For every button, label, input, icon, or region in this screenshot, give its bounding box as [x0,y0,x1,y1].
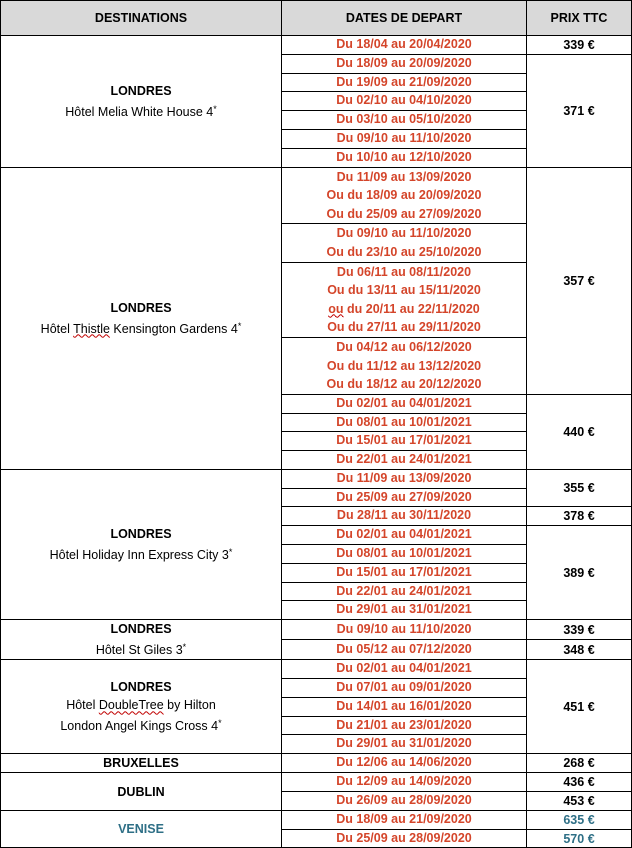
price-cell: 635 € [527,810,632,829]
date-cell: Du 25/09 au 28/09/2020 [282,829,527,848]
table-row [1,36,632,55]
destination-cell [1,167,282,469]
date-cell: Du 03/10 au 05/10/2020 [282,111,527,130]
price-cell: 440 € [527,394,632,469]
destination-city: LONDRES [110,527,172,542]
table-row [1,773,632,792]
price-cell: 339 € [527,36,632,55]
destination-cell [1,36,282,168]
date-cell: Du 26/09 au 28/09/2020 [282,792,527,811]
date-cell: Du 29/01 au 31/01/2020 [282,735,527,754]
table-row [1,167,632,224]
price-cell: 389 € [527,526,632,620]
date-cell: Du 15/01 au 17/01/2021 [282,432,527,451]
header-price: PRIX TTC [527,1,632,36]
date-cell: Du 10/10 au 12/10/2020 [282,148,527,167]
date-cell: Du 22/01 au 24/01/2021 [282,582,527,601]
price-cell: 570 € [527,829,632,848]
hotel-name: Hôtel DoubleTree by Hilton [66,698,216,713]
hotel-name: Hôtel St Giles 3* [95,642,187,658]
destination-city: VENISE [118,822,164,837]
table-row [1,620,632,640]
destination-city: BRUXELLES [103,756,179,771]
date-cell: Du 07/01 au 09/01/2020 [282,679,527,698]
star-rating: * [182,642,187,653]
date-cell: Du 02/10 au 04/10/2020 [282,92,527,111]
date-cell: Du 19/09 au 21/09/2020 [282,73,527,92]
hotel-name-line2: London Angel Kings Cross 4* [60,718,222,734]
price-cell: 355 € [527,469,632,507]
date-cell: Du 25/09 au 27/09/2020 [282,488,527,507]
price-cell: 453 € [527,792,632,811]
price-cell: 348 € [527,640,632,660]
destination-city: LONDRES [110,622,172,637]
date-cell: Du 18/04 au 20/04/2020 [282,36,527,55]
price-cell: 451 € [527,660,632,754]
date-group-cell: Du 04/12 au 06/12/2020 Ou du 11/12 au 13/12/2020 Ou du 18/12 au 20/12/2020 [282,337,527,394]
date-group-cell: Du 11/09 au 13/09/2020 Ou du 18/09 au 20/09/2020 Ou du 25/09 au 27/09/2020 [282,167,527,224]
date-cell: Du 28/11 au 30/11/2020 [282,507,527,526]
destination-cell [1,754,282,773]
date-group-cell: Du 09/10 au 11/10/2020 Ou du 23/10 au 25/10/2020 [282,224,527,262]
date-cell: Du 15/01 au 17/01/2021 [282,563,527,582]
table-row [1,660,632,679]
date-cell: Du 12/09 au 14/09/2020 [282,773,527,792]
date-cell: Du 09/10 au 11/10/2020 [282,129,527,148]
destination-cell [1,620,282,660]
date-cell: Du 08/01 au 10/01/2021 [282,413,527,432]
hotel-name: Hôtel Thistle Kensington Gardens 4* [40,320,242,336]
date-cell: Du 02/01 au 04/01/2021 [282,526,527,545]
destination-cell [1,810,282,848]
destination-city: LONDRES [110,680,172,695]
date-cell: Du 22/01 au 24/01/2021 [282,451,527,470]
header-dates: DATES DE DEPART [282,1,527,36]
price-cell: 378 € [527,507,632,526]
destination-city: LONDRES [110,83,172,98]
price-cell: 357 € [527,167,632,394]
table-row [1,810,632,829]
date-cell: Du 02/01 au 04/01/2021 [282,394,527,413]
destination-city: LONDRES [110,300,172,315]
date-cell: Du 02/01 au 04/01/2021 [282,660,527,679]
date-group-cell: Du 06/11 au 08/11/2020 Ou du 13/11 au 15/11/2020 ou du 20/11 au 22/11/2020 Ou du 27/11 au 29/11/2020 [282,262,527,337]
destination-city: DUBLIN [117,784,165,799]
date-cell: Du 08/01 au 10/01/2021 [282,545,527,564]
star-rating: * [218,718,222,729]
star-rating: * [213,103,217,114]
destination-cell [1,660,282,754]
price-cell: 268 € [527,754,632,773]
star-rating: * [237,320,242,331]
header-row [1,1,632,36]
date-cell: Du 09/10 au 11/10/2020 [282,620,527,640]
destination-cell [1,469,282,619]
table-row [1,469,632,488]
price-cell: 371 € [527,54,632,167]
date-cell: Du 12/06 au 14/06/2020 [282,754,527,773]
price-cell: 436 € [527,773,632,792]
hotel-name: Hôtel Holiday Inn Express City 3* [49,547,233,563]
price-cell: 339 € [527,620,632,640]
date-cell: Du 14/01 au 16/01/2020 [282,697,527,716]
star-rating: * [228,547,233,558]
date-cell: Du 29/01 au 31/01/2021 [282,601,527,620]
date-cell: Du 18/09 au 21/09/2020 [282,810,527,829]
date-cell: Du 05/12 au 07/12/2020 [282,640,527,660]
hotel-name: Hôtel Melia White House 4* [65,103,217,119]
table-row [1,754,632,773]
date-cell: Du 18/09 au 20/09/2020 [282,54,527,73]
destination-cell [1,773,282,811]
date-cell: Du 11/09 au 13/09/2020 [282,469,527,488]
header-destinations: DESTINATIONS [1,1,282,36]
date-cell: Du 21/01 au 23/01/2020 [282,716,527,735]
